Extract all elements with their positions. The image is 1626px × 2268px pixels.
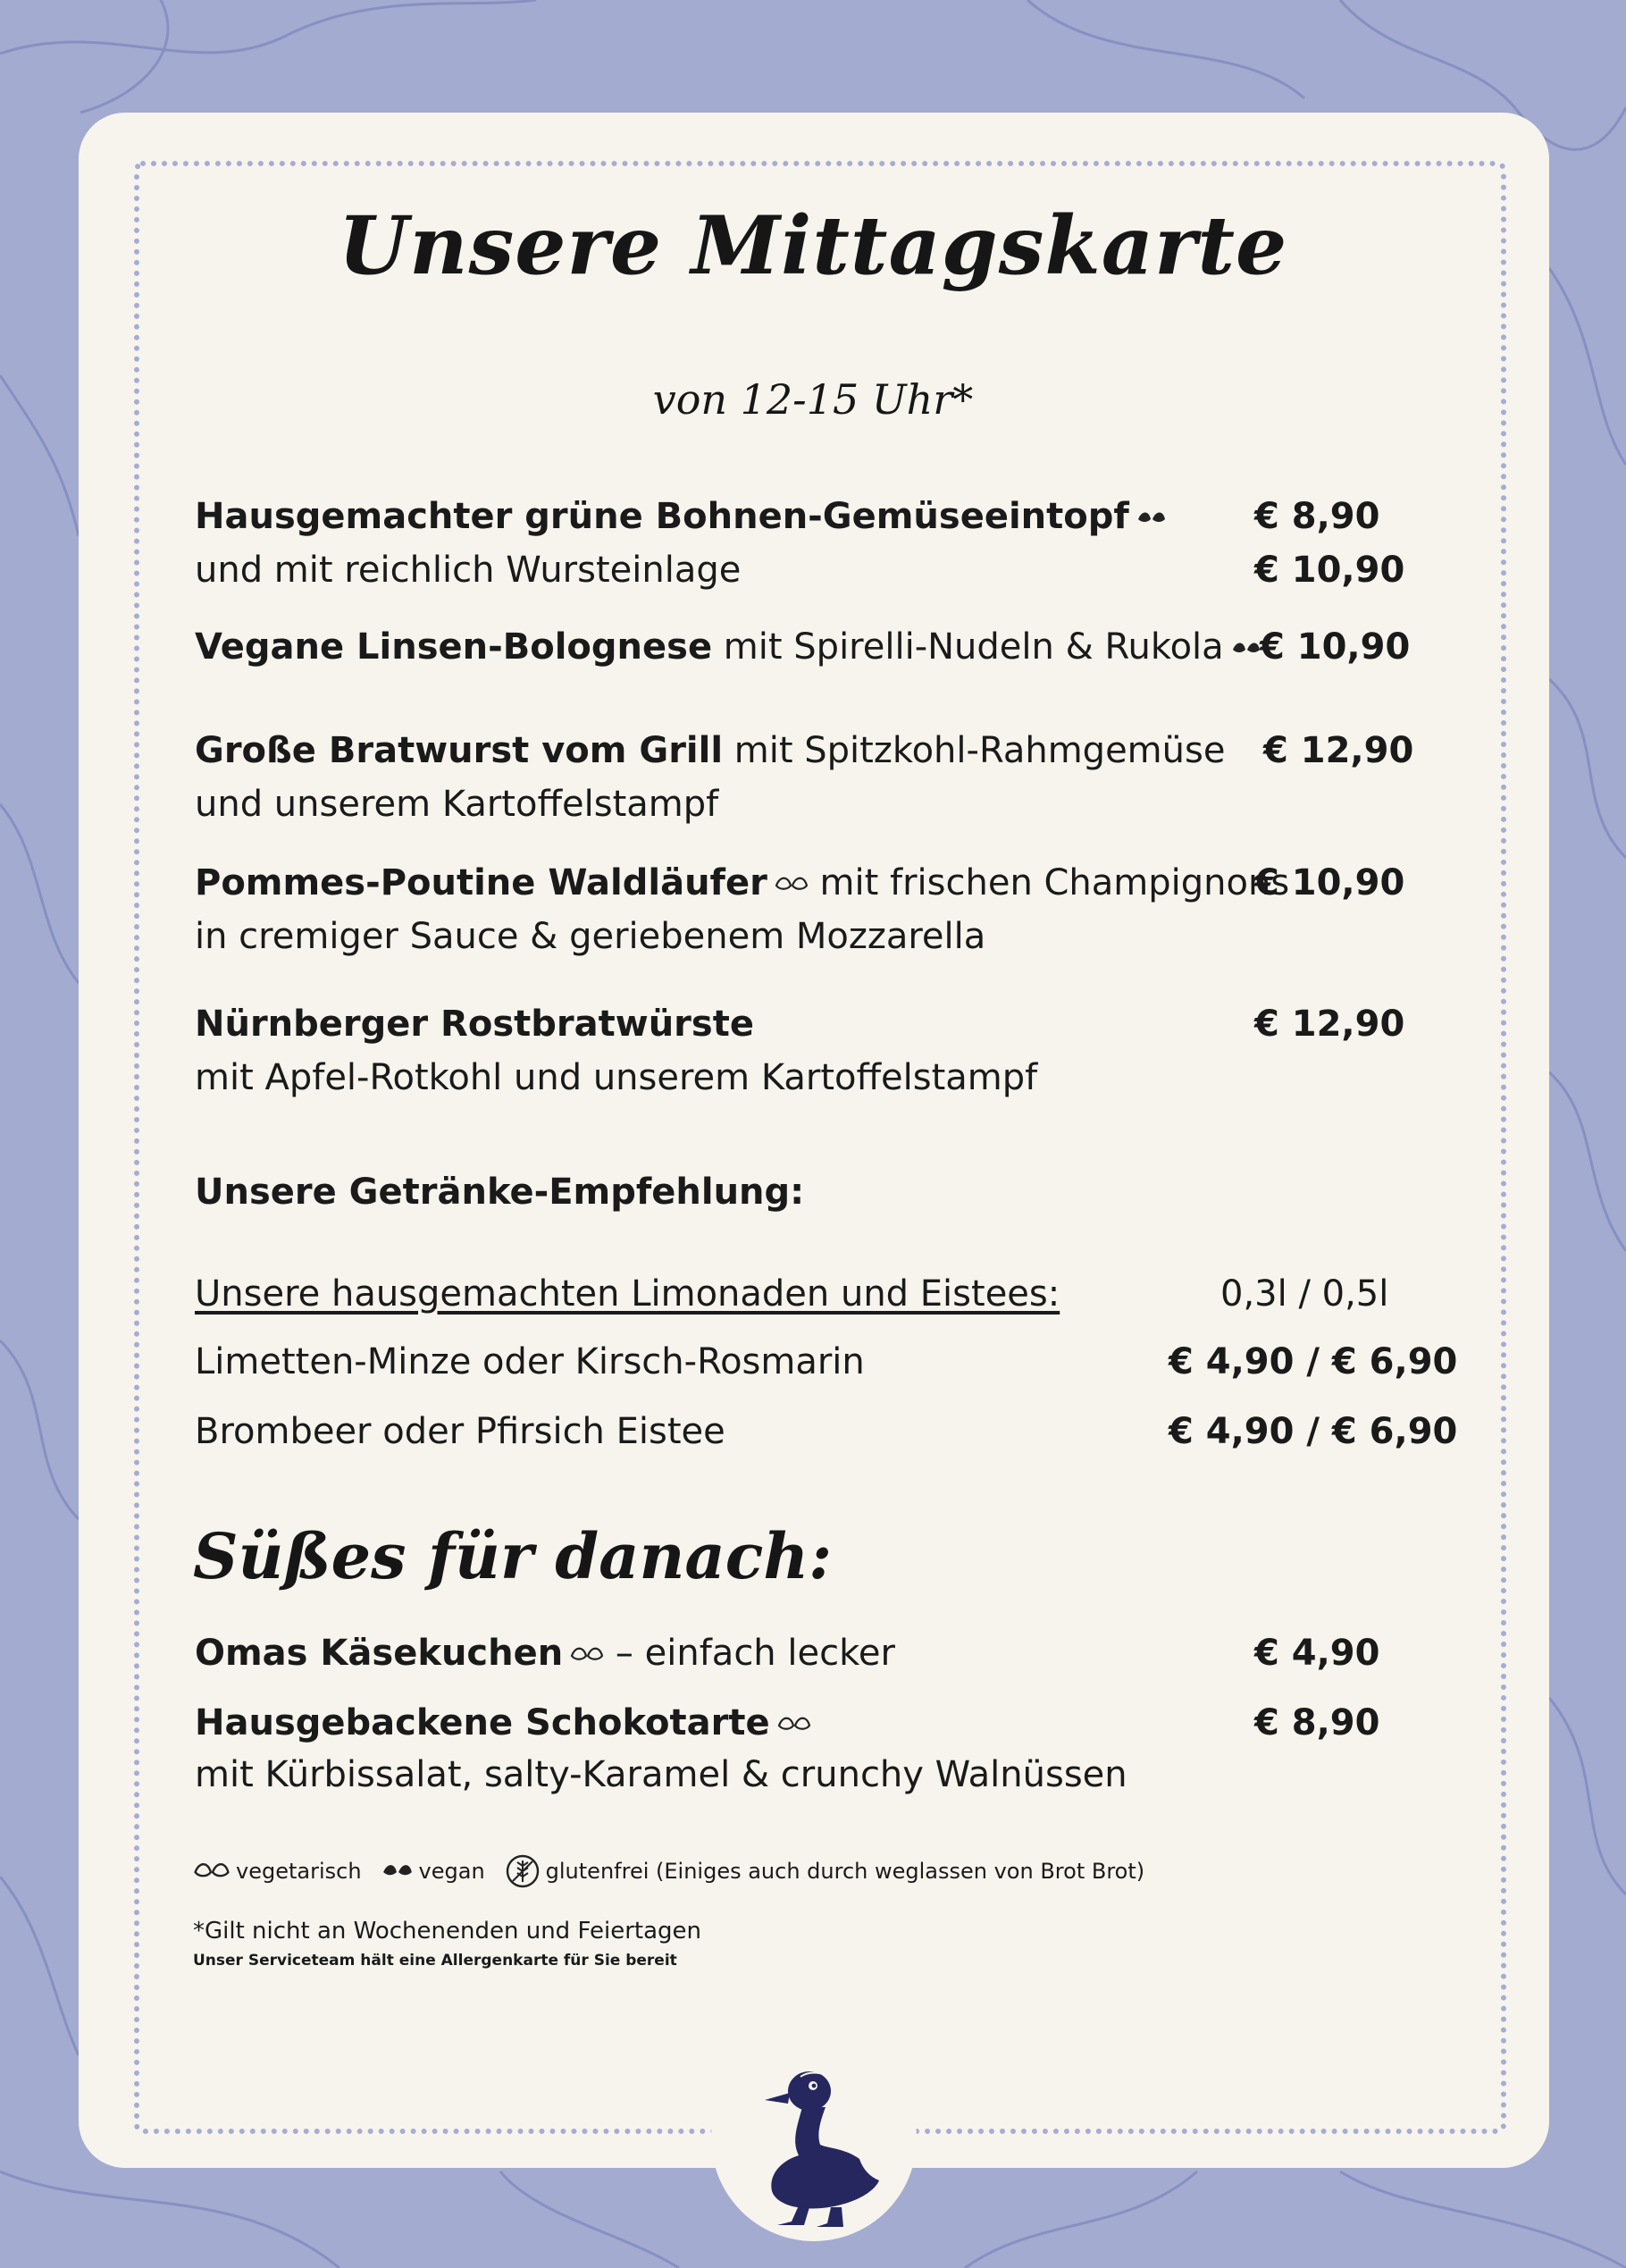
vegetarian-leaf-icon <box>193 1860 230 1883</box>
vegetarian-leaf-icon <box>777 1714 811 1735</box>
dotted-frame <box>134 161 1506 2134</box>
menu-item-price: € 8,90 <box>1254 496 1380 537</box>
vegetarian-leaf-icon <box>775 874 809 895</box>
page-title: Unsere Mittagskarte <box>338 198 1288 293</box>
drinks-subheading: Unsere hausgemachten Limonaden und Eistees: <box>195 1273 1060 1315</box>
footnote-allergen: Unser Serviceteam hält eine Allergenkarte für Sie bereit <box>193 1952 677 1970</box>
legend-vegan: vegan <box>381 1859 485 1884</box>
menu-item-price: € 12,90 <box>1263 730 1414 771</box>
menu-item-price-2: € 10,90 <box>1254 550 1405 591</box>
duck-logo-icon <box>745 2055 888 2234</box>
desserts-heading: Süßes für danach: <box>193 1519 833 1593</box>
dessert-item-desc: mit Kürbissalat, salty-Karamel & crunchy Walnüssen <box>195 1754 1127 1795</box>
menu-item-name: Nürnberger Rostbratwürste <box>195 1004 754 1045</box>
menu-item-name: Vegane Linsen-Bolognese mit Spirelli-Nudeln & Rukola <box>195 626 1261 668</box>
menu-item-name: Pommes-Poutine Waldläufer mit frischen Champignons <box>195 862 1290 903</box>
footnote-weekend: *Gilt nicht an Wochenenden und Feiertagen <box>193 1918 701 1945</box>
gluten-free-icon <box>505 1853 541 1889</box>
menu-item-name: Hausgemachter grüne Bohnen-Gemüseeintopf <box>195 495 1167 538</box>
vegan-leaf-icon <box>1231 639 1261 659</box>
vegan-leaf-icon <box>1136 508 1167 528</box>
legend-glutenfree: glutenfrei (Einiges auch durch weglassen von Brot Brot) <box>505 1853 1144 1889</box>
menu-item-desc: und mit reichlich Wursteinlage <box>195 550 742 591</box>
dessert-item-name: Omas Käsekuchen – einfach lecker <box>195 1633 895 1674</box>
legend-vegetarian: vegetarisch <box>193 1859 362 1884</box>
drinks-heading: Unsere Getränke-Empfehlung: <box>195 1172 805 1213</box>
menu-item-name: Große Bratwurst vom Grill mit Spitzkohl-Rahmgemüse <box>195 730 1226 771</box>
diet-legend <box>193 1853 1164 1889</box>
drink-item-price: € 4,90 / € 6,90 <box>1169 1341 1458 1382</box>
dessert-item-price: € 4,90 <box>1254 1633 1380 1674</box>
dessert-item-price: € 8,90 <box>1254 1702 1380 1743</box>
dessert-item-name: Hausgebackene Schokotarte <box>195 1701 811 1744</box>
menu-item-desc: in cremiger Sauce & geriebenem Mozzarella <box>195 916 986 957</box>
drink-item-name: Limetten-Minze oder Kirsch-Rosmarin <box>195 1341 865 1382</box>
menu-item-desc: und unserem Kartoffelstampf <box>195 784 719 825</box>
drink-item-name: Brombeer oder Pfirsich Eistee <box>195 1411 725 1452</box>
menu-item-desc: mit Apfel-Rotkohl und unserem Kartoffelstampf <box>195 1057 1038 1098</box>
drink-item-price: € 4,90 / € 6,90 <box>1169 1411 1458 1452</box>
page-subtitle: von 12-15 Uhr* <box>652 375 974 424</box>
menu-item-price: € 10,90 <box>1254 862 1405 903</box>
menu-item-price: € 12,90 <box>1254 1004 1405 1045</box>
menu-item-price: € 10,90 <box>1260 626 1411 668</box>
drink-sizes: 0,3l / 0,5l <box>1220 1273 1389 1315</box>
vegetarian-leaf-icon <box>570 1644 604 1666</box>
vegan-leaf-icon <box>381 1861 414 1882</box>
